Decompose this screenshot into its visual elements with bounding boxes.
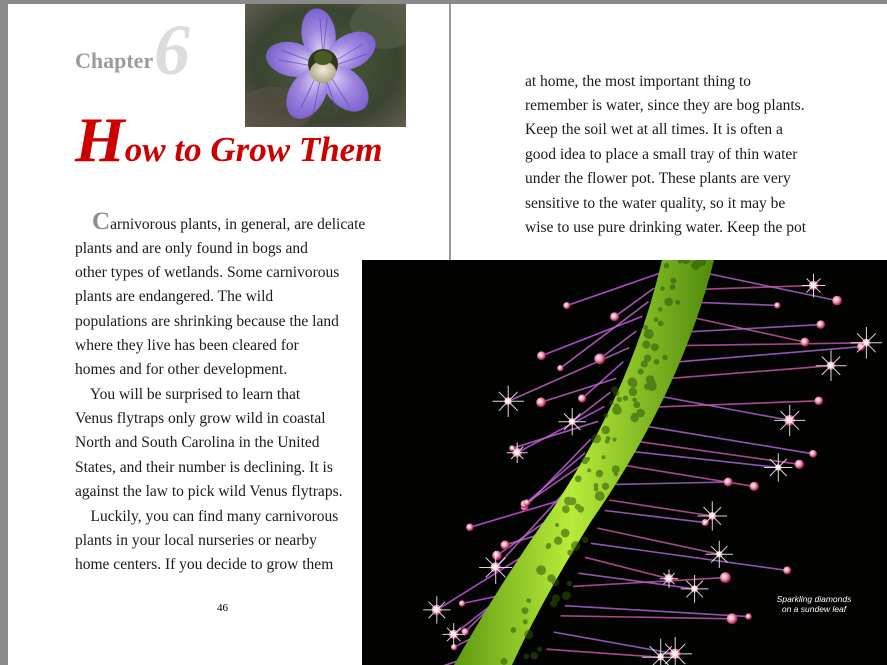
stem-gland <box>633 401 640 408</box>
body-line: home centers. If you decide to grow them <box>75 556 334 573</box>
stem-gland <box>638 369 644 375</box>
stem-gland <box>596 470 604 478</box>
stem-gland <box>592 434 601 443</box>
stem-gland <box>501 658 508 665</box>
stem-gland <box>554 537 562 545</box>
stem-gland <box>562 591 571 600</box>
stem-gland <box>612 465 620 473</box>
body-line: populations are shrinking because the land <box>75 313 339 330</box>
dew-drop <box>578 394 586 402</box>
dew-drop <box>724 478 733 487</box>
dew-drop <box>817 320 826 329</box>
stem-gland <box>567 581 572 586</box>
stem-gland <box>675 300 680 305</box>
dew-drop <box>563 302 570 309</box>
stem-gland <box>646 375 655 384</box>
stem-gland <box>664 263 669 268</box>
body-line: Carnivorous plants, in general, are delicate <box>92 208 366 235</box>
stem-gland <box>609 400 614 405</box>
stem-gland <box>642 360 647 365</box>
stem-gland <box>552 594 560 602</box>
body-line: Luckily, you can find many carnivorous <box>75 508 339 525</box>
stem-gland <box>613 437 617 441</box>
body-line: at home, the most important thing to <box>525 73 752 90</box>
stem-gland <box>561 529 570 538</box>
stem-gland <box>562 505 570 513</box>
stem-gland <box>575 475 582 482</box>
dew-drop <box>610 312 619 321</box>
stem-gland <box>654 359 660 365</box>
stem-gland <box>524 630 533 639</box>
dew-drop <box>720 572 731 583</box>
stem-gland <box>632 398 637 403</box>
stem-gland <box>577 506 584 513</box>
stem-gland <box>536 565 546 575</box>
dew-drop <box>557 365 563 371</box>
stem-gland <box>644 329 654 339</box>
stem-gland <box>567 549 573 555</box>
stem-gland <box>546 543 551 548</box>
dew-drop <box>783 566 791 574</box>
stem-gland <box>670 284 676 290</box>
dew-drop <box>466 524 474 532</box>
stem-gland <box>523 619 528 624</box>
body-line: You will be surprised to learn that <box>75 386 301 403</box>
stem-gland <box>636 409 645 418</box>
stem-gland <box>614 403 619 408</box>
stem-gland <box>555 523 559 527</box>
stem-gland <box>606 436 611 441</box>
stem-gland <box>552 579 560 587</box>
page-number: 46 <box>217 602 228 614</box>
caption-line-1: Sparkling diamonds <box>776 594 852 604</box>
stem-gland <box>564 497 573 506</box>
body-line: homes and for other development. <box>75 361 288 378</box>
stem-gland <box>571 541 581 551</box>
dew-drop <box>727 613 738 624</box>
stem-gland <box>643 325 648 330</box>
stem-gland <box>629 388 638 397</box>
dew-drop <box>492 551 502 561</box>
chapter-number: 6 <box>154 10 190 90</box>
body-line: wise to use pure drinking water. Keep the pot <box>525 219 807 236</box>
dew-drop <box>501 541 510 550</box>
stem-gland <box>658 307 662 311</box>
dew-drop <box>815 397 824 406</box>
stem-gland <box>658 321 664 327</box>
body-line: North and South Carolina in the United <box>75 434 320 451</box>
body-line: plants are endangered. The wild <box>75 288 274 305</box>
stem-gland <box>604 413 609 418</box>
chapter-label: Chapter <box>75 48 154 73</box>
stem-gland <box>623 396 628 401</box>
body-line: against the law to pick wild Venus flytraps. <box>75 483 343 500</box>
dew-drop <box>537 351 546 360</box>
stem-gland <box>531 652 539 660</box>
stem-gland <box>511 627 517 633</box>
caption-line-2: on a sundew leaf <box>781 604 847 614</box>
body-line: Keep the soil wet at all times. It is often a <box>525 121 783 138</box>
stem-gland <box>651 343 659 351</box>
body-line: under the flower pot. These plants are very <box>525 170 791 187</box>
dew-drop <box>459 600 465 606</box>
body-line: where they live has been cleared for <box>75 337 299 354</box>
chapter-title <box>75 104 383 175</box>
body-line: good idea to place a small tray of thin water <box>525 146 798 163</box>
body-line: Venus flytraps only grow wild in coastal <box>75 410 326 427</box>
stem-gland <box>526 598 531 603</box>
stem-gland <box>582 537 588 543</box>
stem-gland <box>662 355 667 360</box>
stem-gland <box>654 317 659 322</box>
body-line: plants and are only found in bogs and <box>75 240 308 257</box>
dew-drop <box>594 354 605 365</box>
stem-gland <box>611 386 618 393</box>
dew-drop <box>832 296 842 306</box>
stem-gland <box>601 426 610 435</box>
stem-gland <box>628 377 637 386</box>
dew-drop <box>774 302 780 308</box>
body-line: States, and their number is declining. It is <box>75 459 333 476</box>
stem-gland <box>664 298 673 307</box>
stem-gland <box>594 487 599 492</box>
stem-gland <box>632 413 637 418</box>
body-line: other types of wetlands. Some carnivorous <box>75 264 340 281</box>
title-rest: ow to Grow Them <box>124 130 383 169</box>
dew-drop <box>795 460 804 469</box>
stem-gland <box>537 647 542 652</box>
stem-gland <box>602 483 609 490</box>
dew-drop <box>536 397 546 407</box>
stem-gland <box>595 491 605 501</box>
title-initial: H <box>75 104 125 175</box>
dew-drop <box>745 613 751 619</box>
dew-drop <box>750 482 759 491</box>
dew-drop <box>800 338 809 347</box>
stem-gland <box>617 397 622 402</box>
drop-cap: C <box>92 208 111 235</box>
body-line: plants in your local nurseries or nearby <box>75 532 317 549</box>
stem-gland <box>670 278 676 284</box>
stem-gland <box>581 457 588 464</box>
stem-gland <box>587 468 591 472</box>
body-line: remember is water, since they are bog plants. <box>525 97 805 114</box>
stem-gland <box>642 341 650 349</box>
photo-caption <box>770 594 858 614</box>
stem-gland <box>660 286 665 291</box>
dew-drop <box>524 499 531 506</box>
stem-gland <box>691 261 700 270</box>
stem-gland <box>602 455 606 459</box>
stem-gland <box>522 607 529 614</box>
body-line: sensitive to the water quality, so it may be <box>525 195 786 212</box>
dew-drop <box>809 450 817 458</box>
stem-gland <box>524 654 529 659</box>
